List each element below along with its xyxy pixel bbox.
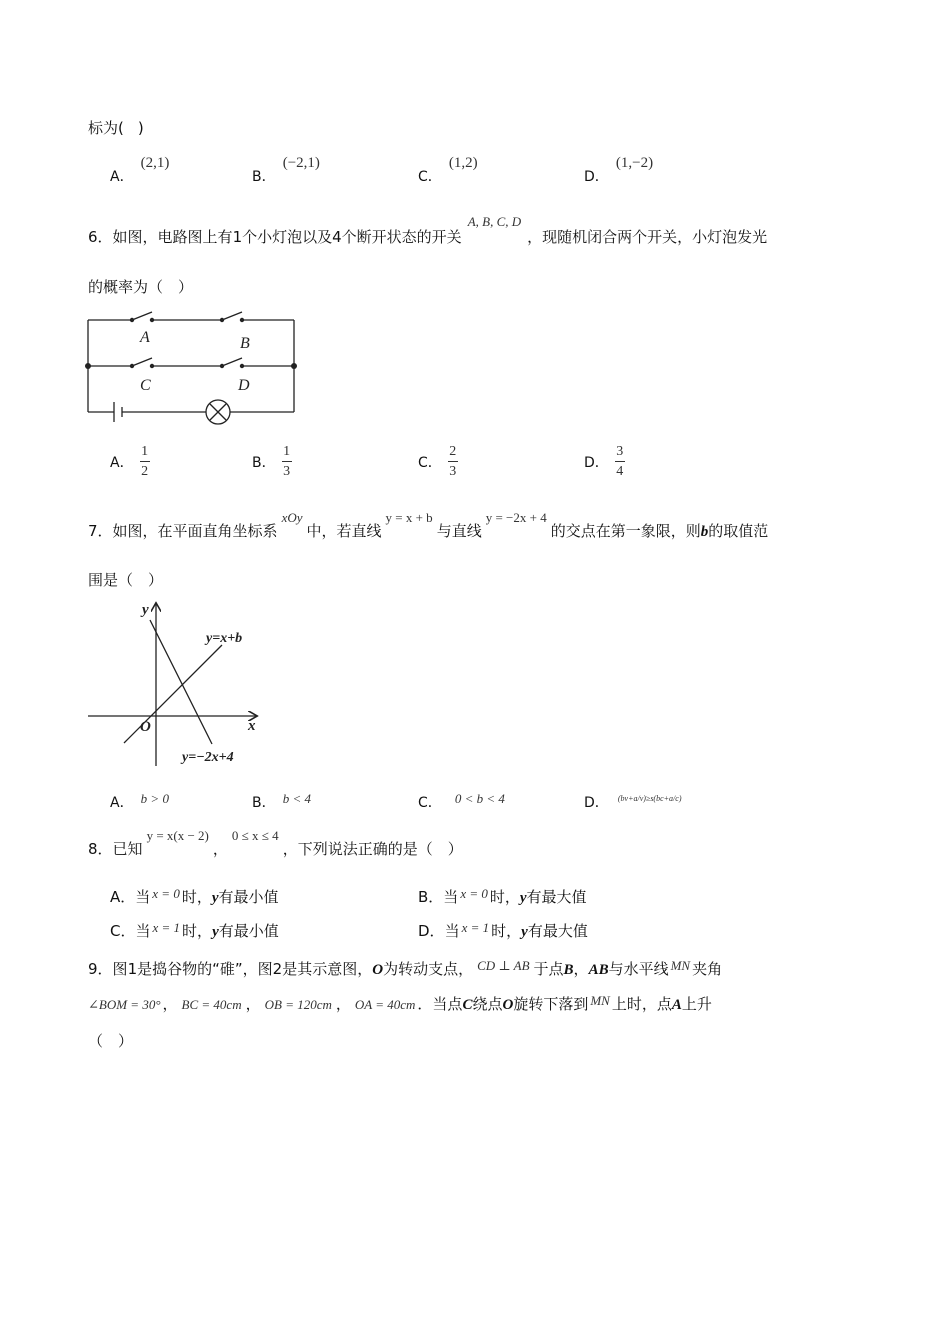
q9-text-j: 绕点 xyxy=(472,995,503,1013)
q8-option-d[interactable] xyxy=(418,920,588,941)
q7-system-math: xOy xyxy=(281,510,303,525)
q6-label-d: D xyxy=(238,377,250,394)
q9-sep-1: ， xyxy=(162,995,178,1013)
q9-sep-2: ， xyxy=(245,995,261,1013)
q7-option-d[interactable] xyxy=(584,788,682,811)
q6-option-c-frac xyxy=(448,444,458,480)
q8-option-b[interactable] xyxy=(418,886,587,907)
q5-option-c[interactable] xyxy=(418,152,478,185)
q6-number: 6． xyxy=(88,228,113,246)
q8-option-a-label: A． xyxy=(110,888,136,906)
q6-option-b-den: 3 xyxy=(283,464,291,480)
q7-option-d-value: (bv+a/v)≥s(bc+a/c) xyxy=(617,794,682,803)
q6-option-a-frac xyxy=(140,444,150,480)
q6-circuit-diagram xyxy=(80,308,310,432)
q6-option-a-den: 2 xyxy=(141,464,149,480)
q9-text-h: 夹角 xyxy=(692,960,723,978)
q5-option-b-label: B． xyxy=(252,169,276,185)
q5-tail xyxy=(88,117,144,138)
q6-label-a: A xyxy=(140,329,150,346)
q7-stem-line2: 围是（ ） xyxy=(88,571,164,589)
q7-graph-origin-label: O xyxy=(140,719,151,735)
q8-option-d-mid: 时， xyxy=(491,922,522,940)
q5-option-a-label: A． xyxy=(110,169,134,185)
q6-option-b[interactable] xyxy=(252,444,292,480)
q8-option-c-var: y xyxy=(212,924,219,940)
q9-point-a: A xyxy=(671,997,682,1013)
q5-option-a-value: (2,1) xyxy=(140,155,170,171)
q9-sep-3: ， xyxy=(335,995,351,1013)
q8-option-a-mid: 时， xyxy=(181,888,212,906)
q9-text-f: ， xyxy=(573,960,589,978)
q9-line-mn2: MN xyxy=(590,993,610,1008)
q9-text-g: 与水平线 xyxy=(608,960,669,978)
q5-tail-close: ) xyxy=(137,119,144,137)
q9-text-d: 为转动支点， xyxy=(383,960,474,978)
q7-graph xyxy=(84,598,274,770)
q7-option-b-value: b < 4 xyxy=(282,791,311,806)
q9-text-c: 是其示意图， xyxy=(282,960,373,978)
q9-point-b: B xyxy=(563,962,574,978)
q5-option-c-value: (1,2) xyxy=(448,155,478,171)
q6-label-c: C xyxy=(140,377,151,394)
q6-stem-line1 xyxy=(88,214,768,247)
q7-text-e: 的取值范 xyxy=(708,522,769,540)
q8-option-c-cond: x = 1 xyxy=(152,920,181,935)
q9-seg-ab: AB xyxy=(588,962,609,978)
q9-point-c: C xyxy=(462,997,473,1013)
q7-text-b: 中，若直线 xyxy=(306,522,382,540)
q8-option-b-label: B． xyxy=(418,888,444,906)
q7-text-a: 如图，在平面直角坐标系 xyxy=(112,522,278,540)
q8-option-d-label: D． xyxy=(418,922,445,940)
q9-text-e: 于点 xyxy=(533,960,564,978)
q6-option-a[interactable] xyxy=(110,444,150,480)
q6-option-a-label: A． xyxy=(110,454,134,471)
q6-option-d-num: 3 xyxy=(616,444,624,459)
q6-count-switch: 4 xyxy=(332,228,342,246)
q5-option-d-label: D． xyxy=(584,169,609,185)
q8-text-b: ，下列说法正确的是（ ） xyxy=(282,840,463,858)
q6-text-d: ，现随机闭合两个开关，小灯泡发光 xyxy=(527,228,768,246)
q8-comma: ， xyxy=(212,840,228,858)
q6-label-b: B xyxy=(240,335,250,352)
q6-option-c-den: 3 xyxy=(449,464,457,480)
q6-text-a: 如图，电路图上有 xyxy=(112,228,233,246)
q7-graph-line2-label: y=−2x+4 xyxy=(182,750,234,765)
q8-option-a-cond: x = 0 xyxy=(152,886,180,901)
q9-fig2: 2 xyxy=(272,960,283,978)
q6-count-bulb: 1 xyxy=(232,228,243,246)
q8-option-b-var: y xyxy=(519,890,527,906)
q8-option-c-pre: 当 xyxy=(135,922,151,940)
q7-option-b-label: B． xyxy=(252,795,276,811)
q6-option-d-den: 4 xyxy=(616,464,624,480)
q8-option-c-mid: 时， xyxy=(182,922,213,940)
q7-option-c-label: C． xyxy=(418,795,442,811)
q5-option-b[interactable] xyxy=(252,152,320,185)
q5-option-c-label: C． xyxy=(418,169,442,185)
q6-switches-math: A, B, C, D xyxy=(467,214,522,229)
q6-text-c: 个断开状态的开关 xyxy=(341,228,462,246)
q8-text-a: 已知 xyxy=(112,840,143,858)
q6-option-a-num: 1 xyxy=(141,444,149,459)
q8-domain-math: 0 ≤ x ≤ 4 xyxy=(231,828,279,843)
q9-fig1: 1 xyxy=(127,960,138,978)
q7-option-c-value: 0 < b < 4 xyxy=(454,791,505,806)
q8-option-d-post: 有最大值 xyxy=(527,922,588,940)
q9-text-a: 图 xyxy=(112,960,128,978)
q9-perp-math: CD ⊥ AB xyxy=(477,958,530,973)
q7-text-c: 与直线 xyxy=(436,522,482,540)
q9-stem-line3: （ ） xyxy=(88,1032,134,1050)
q7-line-minus-2x-plus-4 xyxy=(150,620,212,744)
q8-option-b-mid: 时， xyxy=(489,888,520,906)
q8-option-c[interactable] xyxy=(110,920,279,941)
q8-stem xyxy=(88,828,463,859)
q6-option-d-frac xyxy=(615,444,625,480)
q7-graph-x-label: x xyxy=(248,718,256,734)
q7-number: 7． xyxy=(88,522,113,540)
q8-option-a-pre: 当 xyxy=(135,888,151,906)
q6-option-b-num: 1 xyxy=(283,444,291,459)
q6-option-c[interactable] xyxy=(418,444,458,480)
q7-option-a-label: A． xyxy=(110,795,134,811)
q6-option-c-num: 2 xyxy=(449,444,457,459)
q9-pivot: O xyxy=(372,962,384,978)
q7-graph-y-label: y xyxy=(142,602,149,618)
q8-func-math: y = x(x − 2) xyxy=(146,828,209,843)
q5-option-b-value: (−2,1) xyxy=(282,155,320,171)
q9-bc-math: BC = 40cm xyxy=(181,997,242,1012)
q8-option-b-post: 有最大值 xyxy=(526,888,587,906)
q7-text-d: 的交点在第一象限，则 xyxy=(550,522,701,540)
q8-option-a[interactable] xyxy=(110,886,279,907)
q7-line-x-plus-b xyxy=(124,645,222,743)
q7-option-a-value: b > 0 xyxy=(140,791,169,806)
q5-tail-text: 标为( xyxy=(88,119,124,137)
q8-option-a-var: y xyxy=(211,890,219,906)
q6-option-b-frac xyxy=(282,444,292,480)
q7-option-b[interactable] xyxy=(252,788,311,811)
q8-option-c-label: C． xyxy=(110,922,136,940)
q5-option-a[interactable] xyxy=(110,152,170,185)
q7-line1-math: y = x + b xyxy=(385,510,433,525)
q6-option-c-label: C． xyxy=(418,454,442,471)
q5-option-d-value: (1,−2) xyxy=(615,155,654,171)
q8-option-b-pre: 当 xyxy=(443,888,459,906)
q6-option-d-label: D． xyxy=(584,454,609,471)
q8-option-d-cond: x = 1 xyxy=(461,920,490,935)
q7-option-c[interactable] xyxy=(418,788,505,811)
q9-text-l: 上时，点 xyxy=(611,995,672,1013)
q7-option-d-label: D． xyxy=(584,795,609,811)
q5-option-d[interactable] xyxy=(584,152,654,185)
q8-option-d-var: y xyxy=(521,924,528,940)
q9-number: 9． xyxy=(88,960,113,978)
q9-text-k: 旋转下落到 xyxy=(513,995,589,1013)
q9-text-i: ．当点 xyxy=(417,995,463,1013)
q7-stem-line1 xyxy=(88,510,769,541)
q6-text-b: 个小灯泡以及 xyxy=(242,228,333,246)
q7-option-a[interactable] xyxy=(110,788,169,811)
q9-stem-line2 xyxy=(88,993,712,1014)
q9-stem-line1 xyxy=(88,958,722,979)
q9-text-b: 是捣谷物的“碓”，图 xyxy=(137,960,273,978)
q7-line2-math: y = −2x + 4 xyxy=(485,510,547,525)
q6-option-d[interactable] xyxy=(584,444,625,480)
q9-line-mn: MN xyxy=(670,958,691,973)
q8-option-c-post: 有最小值 xyxy=(218,922,279,940)
q8-number: 8． xyxy=(88,840,113,858)
q6-option-b-label: B． xyxy=(252,454,276,471)
q7-var-b: b xyxy=(700,524,709,540)
q7-graph-line1-label: y=x+b xyxy=(206,631,243,646)
q9-point-o: O xyxy=(502,997,514,1013)
q8-option-a-post: 有最小值 xyxy=(218,888,279,906)
q6-stem-line2: 的概率为（ ） xyxy=(88,278,194,296)
q8-option-b-cond: x = 0 xyxy=(460,886,488,901)
q9-oa-math: OA = 40cm xyxy=(354,997,416,1012)
q9-angle-math: ∠BOM = 30° xyxy=(88,997,161,1012)
q8-option-d-pre: 当 xyxy=(444,922,460,940)
q9-ob-math: OB = 120cm xyxy=(264,997,332,1012)
q9-text-m: 上升 xyxy=(681,995,712,1013)
